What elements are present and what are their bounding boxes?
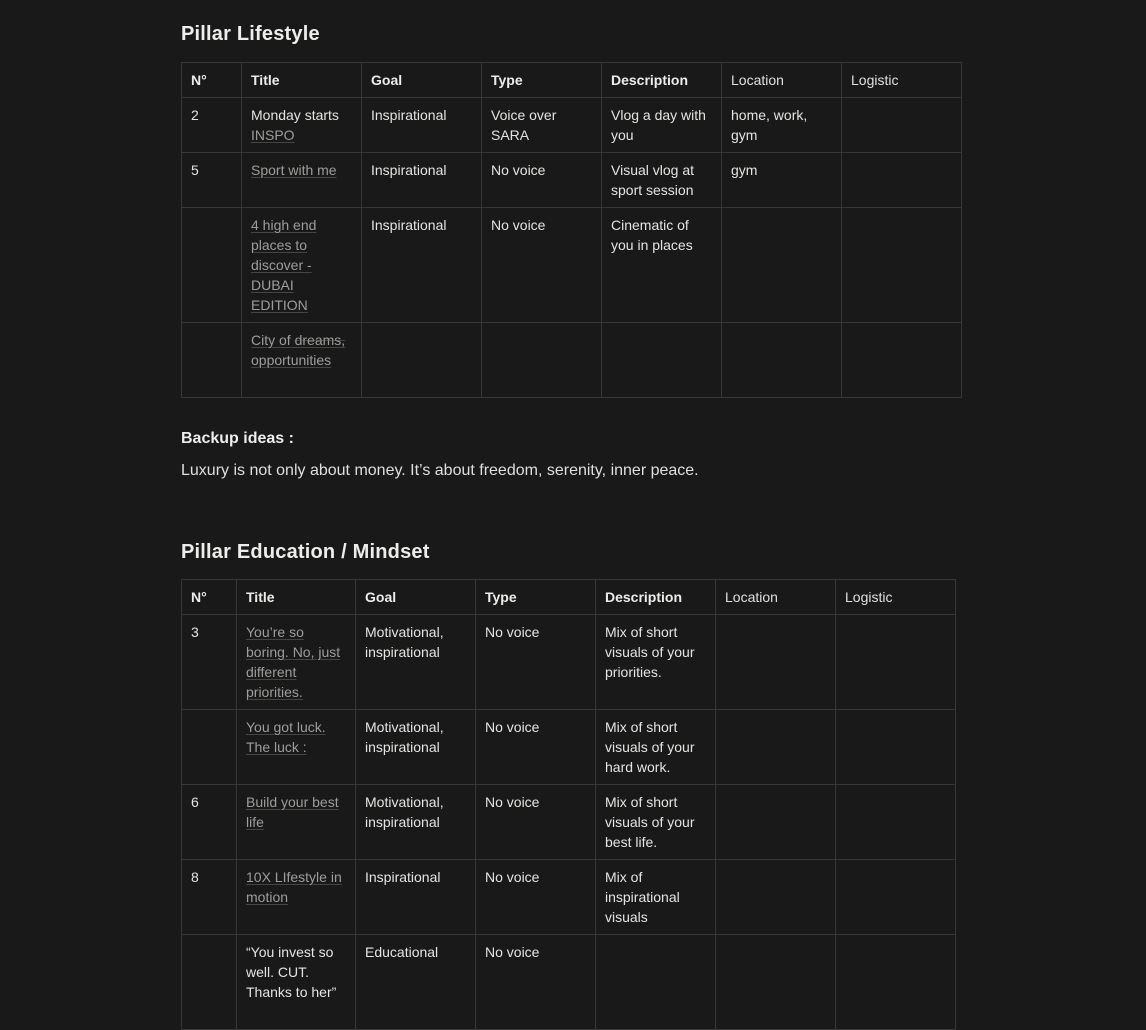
- title-page-link[interactable]: 4 high end places to discover - DUBAI EDITION: [251, 217, 317, 313]
- cell-num: [182, 935, 237, 1030]
- cell-num: 3: [182, 615, 237, 710]
- cell-location: [722, 323, 842, 398]
- column-header-goal: Goal: [362, 63, 482, 98]
- title-page-link[interactable]: INSPO: [251, 127, 295, 143]
- table-row: [182, 860, 956, 935]
- education-table-container: [181, 579, 962, 1030]
- section-heading-lifestyle: Pillar Lifestyle: [181, 23, 320, 45]
- cell-title: [242, 98, 362, 153]
- cell-title: [237, 710, 356, 785]
- cell-type: Voice over SARA: [482, 98, 602, 153]
- section-heading-education: Pillar Education / Mindset: [181, 541, 430, 563]
- cell-type: No voice: [482, 153, 602, 208]
- header-row: [182, 580, 956, 615]
- cell-logistic: [842, 208, 962, 323]
- cell-num: [182, 208, 242, 323]
- cell-description: Cinematic of you in places: [602, 208, 722, 323]
- lifestyle-table-container: [181, 62, 962, 398]
- cell-type: No voice: [476, 615, 596, 710]
- table-row: [182, 98, 962, 153]
- column-header-title: Title: [237, 580, 356, 615]
- cell-description: Mix of short visuals of your priorities.: [596, 615, 716, 710]
- column-header-description: Description: [602, 63, 722, 98]
- cell-num: [182, 710, 237, 785]
- cell-goal: [362, 323, 482, 398]
- page-content: [181, 22, 962, 1030]
- cell-logistic: [836, 935, 956, 1030]
- cell-goal: Inspirational: [356, 860, 476, 935]
- cell-logistic: [836, 615, 956, 710]
- column-header-logistic: Logistic: [836, 580, 956, 615]
- table-row: [182, 935, 956, 1030]
- cell-logistic: [836, 785, 956, 860]
- column-header-n: N°: [182, 63, 242, 98]
- title-page-link[interactable]: Sport with me: [251, 162, 337, 178]
- lifestyle-table: [181, 62, 962, 398]
- cell-title: [242, 153, 362, 208]
- table-row: [182, 615, 956, 710]
- cell-location: gym: [722, 153, 842, 208]
- cell-title: [242, 208, 362, 323]
- cell-title: [237, 615, 356, 710]
- cell-location: [716, 615, 836, 710]
- cell-logistic: [836, 860, 956, 935]
- table-row: [182, 208, 962, 323]
- cell-description: Mix of short visuals of your best life.: [596, 785, 716, 860]
- cell-goal: Inspirational: [362, 153, 482, 208]
- cell-location: [722, 208, 842, 323]
- cell-logistic: [842, 153, 962, 208]
- cell-description: Visual vlog at sport session: [602, 153, 722, 208]
- cell-title: [242, 323, 362, 398]
- cell-type: No voice: [482, 208, 602, 323]
- title-page-link[interactable]: City of: [251, 332, 295, 348]
- cell-num: 2: [182, 98, 242, 153]
- title-text: “You invest so well. CUT. Thanks to her”: [246, 944, 337, 1000]
- education-table: [181, 579, 956, 1030]
- cell-type: No voice: [476, 860, 596, 935]
- cell-location: home, work, gym: [722, 98, 842, 153]
- cell-goal: Motivational, inspirational: [356, 785, 476, 860]
- cell-goal: Motivational, inspirational: [356, 615, 476, 710]
- cell-logistic: [842, 323, 962, 398]
- backup-ideas-text: Luxury is not only about money. It’s about freedom, serenity, inner peace.: [181, 462, 699, 479]
- cell-num: [182, 323, 242, 398]
- table-row: [182, 785, 956, 860]
- title-page-link[interactable]: You got luck. The luck :: [246, 719, 326, 755]
- table-row: [182, 710, 956, 785]
- cell-location: [716, 935, 836, 1030]
- column-header-type: Type: [482, 63, 602, 98]
- backup-ideas-label: Backup ideas :: [181, 430, 294, 447]
- cell-num: 6: [182, 785, 237, 860]
- cell-logistic: [836, 710, 956, 785]
- cell-goal: Motivational, inspirational: [356, 710, 476, 785]
- cell-description: Mix of short visuals of your hard work.: [596, 710, 716, 785]
- column-header-logistic: Logistic: [842, 63, 962, 98]
- title-page-link[interactable]: Build your best life: [246, 794, 339, 830]
- cell-description: [596, 935, 716, 1030]
- title-page-link[interactable]: opportunities: [251, 352, 332, 368]
- cell-type: No voice: [476, 710, 596, 785]
- title-page-link[interactable]: 10X LIfestyle in motion: [246, 869, 342, 905]
- cell-type: [482, 323, 602, 398]
- cell-description: [602, 323, 722, 398]
- cell-num: 5: [182, 153, 242, 208]
- cell-description: Mix of inspirational visuals: [596, 860, 716, 935]
- cell-logistic: [842, 98, 962, 153]
- cell-title: [237, 785, 356, 860]
- title-text: Monday starts: [251, 107, 339, 123]
- cell-goal: Educational: [356, 935, 476, 1030]
- title-page-link[interactable]: dreams,: [294, 332, 346, 348]
- cell-location: [716, 710, 836, 785]
- column-header-title: Title: [242, 63, 362, 98]
- table-row: [182, 323, 962, 398]
- cell-type: No voice: [476, 935, 596, 1030]
- column-header-location: Location: [722, 63, 842, 98]
- cell-location: [716, 860, 836, 935]
- header-row: [182, 63, 962, 98]
- column-header-n: N°: [182, 580, 237, 615]
- cell-location: [716, 785, 836, 860]
- column-header-location: Location: [716, 580, 836, 615]
- table-row: [182, 153, 962, 208]
- cell-goal: Inspirational: [362, 208, 482, 323]
- title-page-link[interactable]: You’re so boring. No, just different priorities.: [246, 624, 341, 700]
- cell-description: Vlog a day with you: [602, 98, 722, 153]
- cell-num: 8: [182, 860, 237, 935]
- column-header-type: Type: [476, 580, 596, 615]
- cell-goal: Inspirational: [362, 98, 482, 153]
- cell-title: [237, 860, 356, 935]
- cell-title: [237, 935, 356, 1030]
- column-header-goal: Goal: [356, 580, 476, 615]
- column-header-description: Description: [596, 580, 716, 615]
- cell-type: No voice: [476, 785, 596, 860]
